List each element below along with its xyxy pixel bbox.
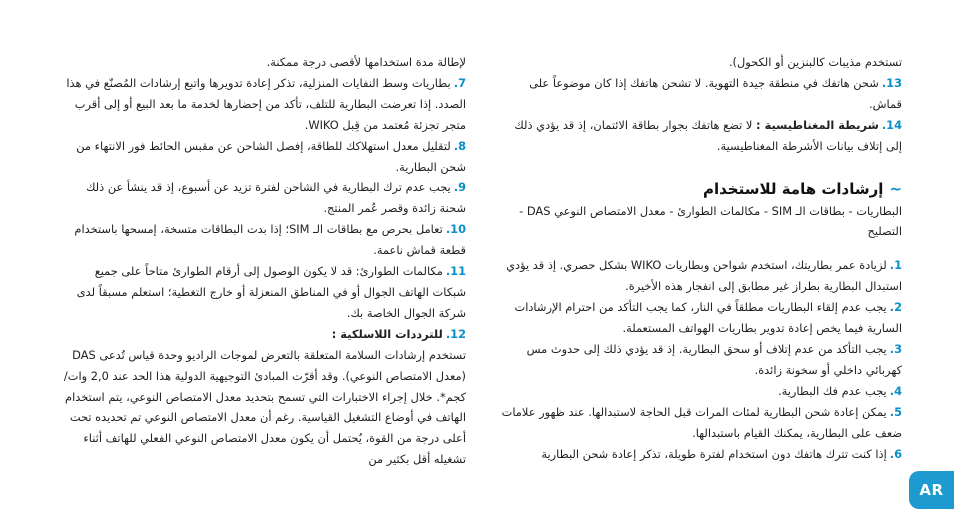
section-subtitle: البطاريات - بطاقات الـ SIM - مكالمات الطوارئ - معدل الامتصاص النوعي DAS - التصليح xyxy=(519,203,902,239)
item-label: للترددات اللاسلكية : xyxy=(331,326,443,341)
list-item-continuation: تستخدم مذيبات كالبنزين أو الكحول). xyxy=(728,55,902,69)
item-number: 7. xyxy=(453,75,466,90)
list-item-continuation: لإطالة مدة استخدامها لأقصى درجة ممكنة. xyxy=(266,55,466,69)
list-item-11: 11.مكالمات الطوارئ: قد لا يكون الوصول إلى أرقام الطوارئ متاحاً على جميع شبكات الهاتف الجوال أو في المناطق المنعزلة أو خارج التغطية؛ استعلم مسبقاً لدى شركة الجوال الخاصة بك. xyxy=(76,264,466,320)
list-item-12: 12.للترددات اللاسلكية : تستخدم إرشادات السلامة المتعلقة بالتعرض لموجات الراديو وحدة قياس تُدعى DAS (معدل الامتصاص النوعي). وقد أقرّت المبادئ التوجيهية الدولية هذا الحد عند 2,0 وات/كجم*. خلال إجراء الاختبارات التي تسمح بتحديد معدل الامتصاص النوعي، يتم استخدام الهاتف في أوضاع التشغيل القياسية. رغم أن معدل الامتصاص النوعي تم تحديده تحت أعلى درجة من القوة، يُحتمل أن يكون معدل الامتصاص النوعي الفعلي للهاتف أثناء تشغيله أقل بكثير من xyxy=(63,326,466,467)
item-number: 14. xyxy=(881,117,902,132)
list-item-7: 7.بطاريات وسط النفايات المنزلية، تذكر إعادة تدويرها واتبع إرشادات المُصنّع في هذا الصدد. إذا تعرضت البطارية للتلف، تأكد من إحضارها لخدمة ما بعد البيع أو إلى أقرب متجر تجزئة مُعتمد من قِبل WIKO. xyxy=(66,75,466,132)
item-number: 6. xyxy=(889,446,902,461)
section-heading: ~إرشادات هامة للاستخدام xyxy=(702,179,902,198)
item-number: 9. xyxy=(453,180,466,195)
list-item-4: 4.يجب عدم فك البطارية. xyxy=(778,383,902,398)
item-number: 12. xyxy=(445,326,466,341)
item-number: 1. xyxy=(889,258,902,273)
list-item-5: 5.يمكن إعادة شحن البطارية لمئات المرات قبل الحاجة لاستبدالها. عند ظهور علامات ضعف على البطارية، يمكنك القيام باستبدالها. xyxy=(501,404,902,440)
item-number: 2. xyxy=(889,300,902,315)
item-label: شريطة المغناطيسية : xyxy=(756,117,879,132)
language-badge: AR xyxy=(909,471,954,509)
item-number: 5. xyxy=(889,404,902,419)
list-item-14: 14.شريطة المغناطيسية : لا تضع هاتفك بجوار بطاقة الائتمان، إذ قد يؤدي ذلك إلى إتلاف بيانات الأشرطة المغناطيسية. xyxy=(514,117,902,153)
right-column xyxy=(500,52,902,464)
list-item-13: 13.شحن هاتفك في منطقة جيدة التهوية. لا تشحن هاتفك إذا كان موضوعاً على قماش. xyxy=(529,75,902,111)
list-item-9: 9.يجب عدم ترك البطارية في الشاحن لفترة تزيد عن أسبوع، إذ قد ينشأ عن ذلك شحنة زائدة وقصر عُمر المنتج. xyxy=(86,180,466,216)
list-item-3: 3.يجب التأكد من عدم إتلاف أو سحق البطارية. إذ قد يؤدي ذلك إلى حدوث مس كهربائي داخلي أو سخونة زائدة. xyxy=(526,341,902,377)
item-number: 3. xyxy=(889,341,902,356)
item-number: 8. xyxy=(453,138,466,153)
list-item-8: 8.لتقليل معدل استهلاكك للطاقة، إفصل الشاحن عن مقبس الحائط فور الانتهاء من شحن البطارية. xyxy=(76,138,466,174)
list-item-1: 1.لزيادة عمر بطاريتك، استخدم شواحن وبطاريات WIKO بشكل حصري. إذ قد يؤدي استبدال البطارية بطراز غير مطابق إلى انفجار هذه الأخيرة. xyxy=(506,258,902,294)
list-item-10: 10.تعامل بحرص مع بطاقات الـ SIM؛ إذا بدت البطاقات متسخة، إمسحها باستخدام قطعة قماش ناعمة. xyxy=(74,222,466,258)
list-item-2: 2.يجب عدم إلقاء البطاريات مطلقاً في النار، كما يجب التأكد من احترام الإرشادات السارية فيما يخص إعادة تدوير بطاريات الهواتف المستعملة. xyxy=(514,300,902,336)
tilde-icon: ~ xyxy=(889,179,902,198)
left-column xyxy=(60,52,466,470)
item-number: 11. xyxy=(445,264,466,279)
item-number: 10. xyxy=(445,222,466,237)
list-item-6: 6.إذا كنت تترك هاتفك دون استخدام لفترة طويلة، تذكر إعادة شحن البطارية xyxy=(541,446,902,461)
item-number: 4. xyxy=(889,383,902,398)
item-number: 13. xyxy=(881,75,902,90)
